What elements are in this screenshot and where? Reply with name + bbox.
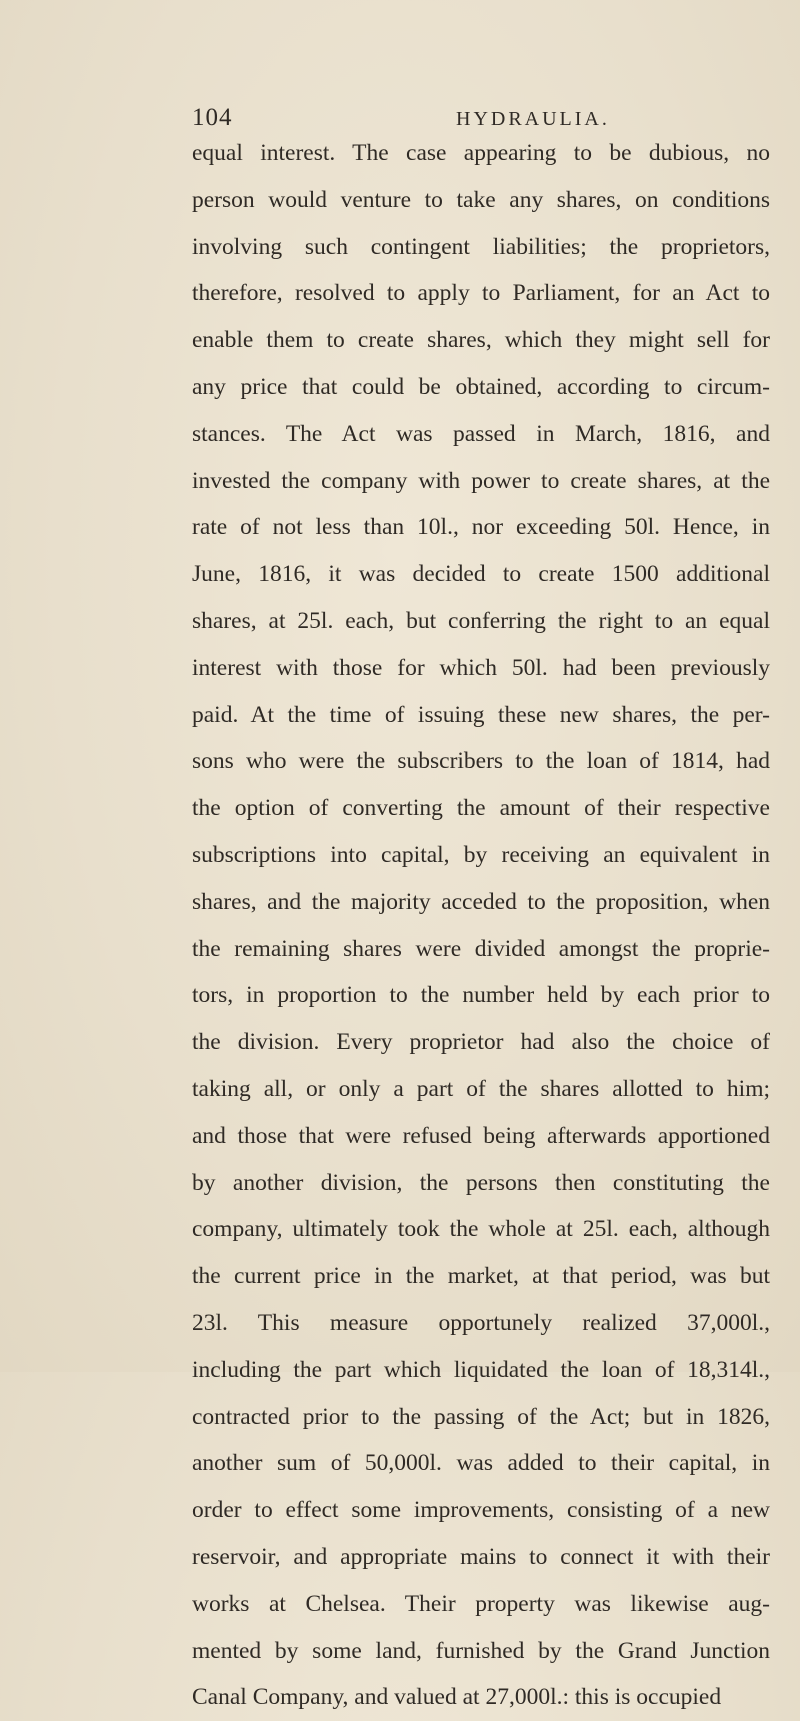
text-line: any price that could be obtained, according to circum- bbox=[192, 373, 770, 400]
text-line: another sum of 50,000l. was added to their capital, in bbox=[192, 1450, 770, 1477]
text-line: involving such contingent liabilities; the proprietors, bbox=[192, 233, 770, 260]
text-line: taking all, or only a part of the shares allotted to him; bbox=[192, 1075, 770, 1102]
text-line: works at Chelsea. Their property was likewise aug- bbox=[192, 1590, 770, 1617]
text-line: mented by some land, furnished by the Grand Junction bbox=[192, 1637, 770, 1664]
body-text bbox=[192, 130, 770, 1721]
text-line: the option of converting the amount of their respective bbox=[192, 795, 770, 822]
text-line: sons who were the subscribers to the loan of 1814, had bbox=[192, 748, 770, 775]
text-line: including the part which liquidated the loan of 18,314l., bbox=[192, 1356, 770, 1383]
text-line: and those that were refused being afterwards apportioned bbox=[192, 1122, 770, 1149]
text-line: the current price in the market, at that period, was but bbox=[192, 1263, 770, 1290]
text-line: order to effect some improvements, consisting of a new bbox=[192, 1497, 770, 1524]
text-line: therefore, resolved to apply to Parliament, for an Act to bbox=[192, 280, 770, 307]
text-line: the division. Every proprietor had also the choice of bbox=[192, 1029, 770, 1056]
page-number: 104 bbox=[192, 104, 233, 131]
text-line: company, ultimately took the whole at 25l. each, although bbox=[192, 1216, 770, 1243]
text-line: tors, in proportion to the number held by each prior to bbox=[192, 982, 770, 1009]
text-line: person would venture to take any shares, on conditions bbox=[192, 186, 770, 213]
text-line: 23l. This measure opportunely realized 37,000l., bbox=[192, 1309, 770, 1336]
text-line: subscriptions into capital, by receiving an equivalent in bbox=[192, 841, 770, 868]
text-line: enable them to create shares, which they might sell for bbox=[192, 327, 770, 354]
text-line: the remaining shares were divided amongst the proprie- bbox=[192, 935, 770, 962]
text-line: reservoir, and appropriate mains to connect it with their bbox=[192, 1543, 770, 1570]
text-line: by another division, the persons then constituting the bbox=[192, 1169, 770, 1196]
text-line: paid. At the time of issuing these new shares, the per- bbox=[192, 701, 770, 728]
text-line: shares, and the majority acceded to the proposition, when bbox=[192, 888, 770, 915]
text-line: interest with those for which 50l. had been previously bbox=[192, 654, 770, 681]
text-line: equal interest. The case appearing to be dubious, no bbox=[192, 140, 770, 166]
text-line: invested the company with power to create shares, at the bbox=[192, 467, 770, 494]
text-line: June, 1816, it was decided to create 1500 additional bbox=[192, 561, 770, 588]
text-line: rate of not less than 10l., nor exceeding 50l. Hence, in bbox=[192, 514, 770, 541]
running-head: HYDRAULIA. bbox=[456, 108, 610, 130]
text-line: Canal Company, and valued at 27,000l.: this is occupied bbox=[192, 1684, 722, 1711]
text-line: shares, at 25l. each, but conferring the right to an equal bbox=[192, 607, 770, 634]
text-line: stances. The Act was passed in March, 1816, and bbox=[192, 420, 770, 447]
text-line: contracted prior to the passing of the Act; but in 1826, bbox=[192, 1403, 770, 1430]
